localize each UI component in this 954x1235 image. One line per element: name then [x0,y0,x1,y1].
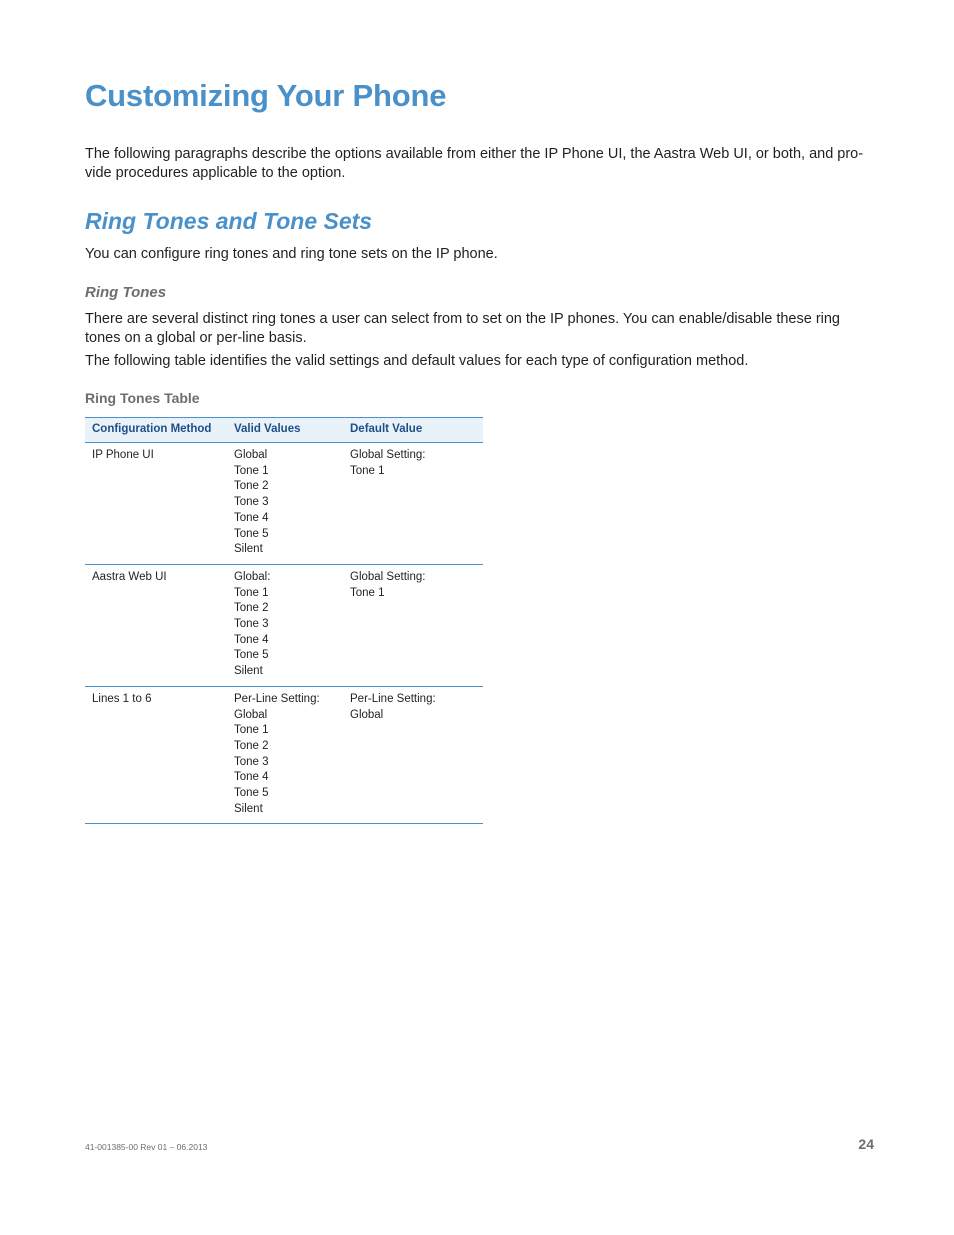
valid-value: Per-Line Setting: [234,692,320,705]
valid-value: Tone 2 [234,480,269,493]
cell-default-value [343,443,483,565]
valid-value: Silent [234,665,263,678]
cell-default-value [343,686,483,824]
default-value: Global Setting: [350,570,426,583]
valid-value: Global: [234,570,271,583]
default-value: Global Setting: [350,449,426,461]
cell-valid-values [227,443,343,565]
default-value: Per-Line Setting: [350,692,436,705]
ring-tones-table [85,417,483,824]
valid-value: Tone 3 [234,496,269,509]
table-row [85,443,483,565]
table-caption: Ring Tones Table [85,390,200,406]
intro-paragraph: The following paragraphs describe the options available from either the IP Phone UI, the Aastra Web UI, or both, and pro-vide procedures applicable to the option. [85,146,864,181]
valid-value: Tone 4 [234,771,269,784]
section-title: Ring Tones and Tone Sets [85,208,373,234]
valid-value: Tone 1 [234,724,269,737]
valid-value: Tone 3 [234,618,269,631]
page-number: 24 [858,1136,874,1152]
valid-value: Global [234,708,268,721]
subsection-title: Ring Tones [85,284,167,301]
valid-value: Silent [234,802,263,815]
table-row [85,564,483,686]
table-intro-paragraph: The following table identifies the valid settings and default values for each type of configuration method. [85,353,749,369]
valid-value: Global [234,449,268,461]
default-value: Tone 1 [350,586,385,599]
ring-tones-paragraph: There are several distinct ring tones a user can select from to set on the IP phones. You can enable/disable these ring tones on a global or per-line basis. [85,311,840,346]
cell-valid-values [227,686,343,824]
valid-value: Tone 1 [234,586,269,599]
table-header-row [85,418,483,443]
section-intro: You can configure ring tones and ring tone sets on the IP phone. [85,246,498,262]
valid-value: Tone 5 [234,649,269,662]
default-value: Tone 1 [350,464,385,477]
valid-value: Tone 5 [234,527,269,540]
valid-value: Tone 2 [234,739,269,752]
table-row [85,686,483,824]
table-body [85,443,483,824]
footer-doc-id: 41-001385-00 Rev 01 – 06.2013 [85,1142,208,1152]
valid-value: Tone 4 [234,511,269,524]
header-valid-values: Valid Values [227,418,343,443]
valid-value: Tone 4 [234,633,269,646]
valid-value: Tone 5 [234,787,269,800]
valid-value: Tone 1 [234,464,269,477]
header-configuration-method: Configuration Method [85,418,227,443]
cell-configuration-method: IP Phone UI [85,443,227,565]
cell-configuration-method: Aastra Web UI [85,564,227,686]
valid-value: Tone 3 [234,755,269,768]
page-title: Customizing Your Phone [85,78,447,113]
valid-value: Tone 2 [234,602,269,615]
valid-value: Silent [234,543,263,556]
cell-configuration-method: Lines 1 to 6 [85,686,227,824]
cell-default-value [343,564,483,686]
default-value: Global [350,708,384,721]
cell-valid-values [227,564,343,686]
header-default-value: Default Value [343,418,483,443]
